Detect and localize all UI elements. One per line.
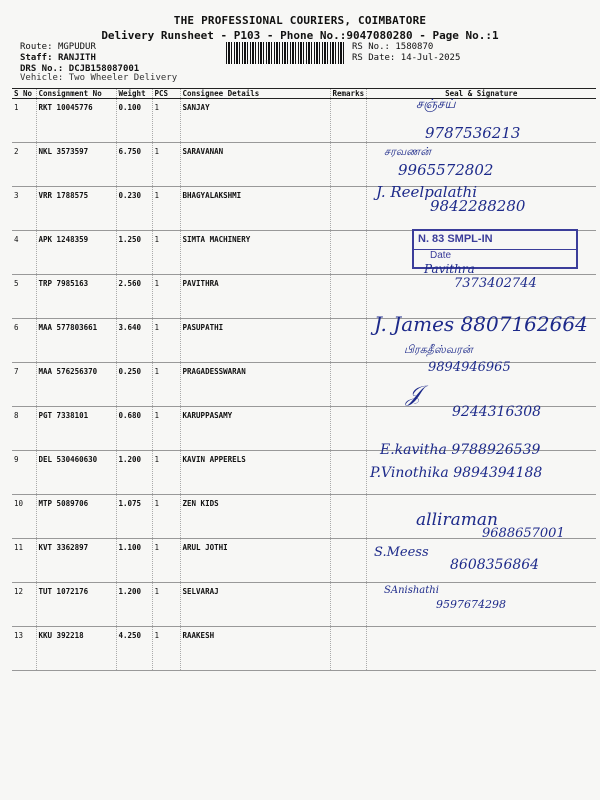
staff-value: RANJITH (57, 53, 96, 63)
signature-3-phone: 9842288280 (430, 197, 526, 215)
cell-remarks (330, 231, 366, 275)
rs-no-line: RS No.: 1580870 (352, 42, 434, 52)
signature-1-name: சஞ்சய் (416, 97, 456, 112)
cell-sno: 5 (12, 275, 36, 319)
cell-weight: 2.560 (116, 275, 152, 319)
cell-weight: 0.250 (116, 363, 152, 407)
cell-seal-signature (366, 627, 596, 671)
cell-sno: 12 (12, 583, 36, 627)
cell-sno: 6 (12, 319, 36, 363)
cell-weight: 0.100 (116, 99, 152, 143)
vehicle-line: Vehicle: Two Wheeler Delivery (20, 73, 178, 83)
cell-pcs: 1 (152, 99, 180, 143)
signature-13-name: SAnishathi (384, 585, 439, 596)
rs-no-value: 1580870 (395, 42, 434, 52)
cell-name: KAVIN APPERELS (180, 451, 330, 495)
signature-13-phone: 9597674298 (436, 598, 506, 611)
cell-sno: 1 (12, 99, 36, 143)
cell-name: BHAGYALAKSHMI (180, 187, 330, 231)
cell-remarks (330, 319, 366, 363)
cell-weight: 4.250 (116, 627, 152, 671)
cell-sno: 9 (12, 451, 36, 495)
cell-sno: 4 (12, 231, 36, 275)
cell-remarks (330, 143, 366, 187)
rs-date-line: RS Date: 14-Jul-2025 (352, 53, 461, 63)
cell-sno: 13 (12, 627, 36, 671)
company-title: THE PROFESSIONAL COURIERS, COIMBATORE (173, 14, 427, 27)
cell-name: SELVARAJ (180, 583, 330, 627)
cell-name: SARAVANAN (180, 143, 330, 187)
signature-7-name: பிரகதீஸ்வரன் (404, 343, 473, 356)
col-header: Consignment No (36, 89, 116, 99)
cell-remarks (330, 99, 366, 143)
cell-remarks (330, 583, 366, 627)
cell-pcs: 1 (152, 539, 180, 583)
col-header: S No (12, 89, 36, 99)
cell-name: PASUPATHI (180, 319, 330, 363)
col-header: Remarks (330, 89, 366, 99)
drs-value: DCJB158087001 (68, 64, 140, 74)
cell-name: PAVITHRA (180, 275, 330, 319)
cell-cno: VRR 1788575 (36, 187, 116, 231)
cell-sno: 3 (12, 187, 36, 231)
rs-date-value: 14-Jul-2025 (400, 53, 461, 63)
signature-12-name: S.Meess (374, 545, 429, 560)
cell-remarks (330, 363, 366, 407)
cell-remarks (330, 539, 366, 583)
signature-6: J. James 8807162664 (374, 312, 588, 336)
cell-weight: 0.680 (116, 407, 152, 451)
signature-10: P.Vinothika 9894394188 (370, 465, 543, 481)
cell-pcs: 1 (152, 627, 180, 671)
cell-weight: 1.200 (116, 451, 152, 495)
cell-name: PRAGADESSWARAN (180, 363, 330, 407)
cell-name: RAAKESH (180, 627, 330, 671)
col-header: PCS (152, 89, 180, 99)
cell-cno: MAA 577803661 (36, 319, 116, 363)
signature-2-phone: 9965572802 (398, 161, 494, 179)
signature-5-name: Pavithra (424, 262, 475, 276)
cell-remarks (330, 451, 366, 495)
cell-pcs: 1 (152, 495, 180, 539)
cell-name: KARUPPASAMY (180, 407, 330, 451)
cell-cno: KVT 3362897 (36, 539, 116, 583)
cell-pcs: 1 (152, 231, 180, 275)
cell-weight: 1.250 (116, 231, 152, 275)
table-row (12, 627, 596, 671)
cell-name: ARUL JOTHI (180, 539, 330, 583)
cell-cno: KKU 392218 (36, 627, 116, 671)
cell-remarks (330, 275, 366, 319)
cell-pcs: 1 (152, 363, 180, 407)
table-row (12, 143, 596, 187)
cell-remarks (330, 495, 366, 539)
signature-12-phone: 8608356864 (450, 557, 540, 573)
col-header: Weight (116, 89, 152, 99)
cell-weight: 1.100 (116, 539, 152, 583)
cell-weight: 6.750 (116, 143, 152, 187)
col-header: Seal & Signature (366, 89, 596, 99)
cell-cno: DEL 530460630 (36, 451, 116, 495)
runsheet-title: Delivery Runsheet - P103 - Phone No.:9047080280 - Page No.:1 (101, 29, 499, 42)
cell-sno: 8 (12, 407, 36, 451)
signature-11-name: alliraman (416, 510, 498, 530)
cell-pcs: 1 (152, 187, 180, 231)
cell-sno: 2 (12, 143, 36, 187)
table-header-row (12, 89, 596, 99)
cell-weight: 3.640 (116, 319, 152, 363)
stamp-date-label: Date (414, 249, 576, 261)
barcode (226, 42, 346, 64)
drs-line: DRS No.: DCJB158087001 (20, 64, 140, 74)
cell-remarks (330, 407, 366, 451)
signature-1-phone: 9787536213 (425, 124, 521, 142)
cell-name: SANJAY (180, 99, 330, 143)
stamp-text: N. 83 SMPL-IN (418, 233, 493, 245)
cell-name: SIMTA MACHINERY (180, 231, 330, 275)
cell-pcs: 1 (152, 143, 180, 187)
cell-cno: RKT 10045776 (36, 99, 116, 143)
staff-line: Staff: RANJITH (20, 53, 96, 63)
cell-sno: 7 (12, 363, 36, 407)
signature-8-phone: 9244316308 (452, 404, 542, 420)
runsheet-table (12, 88, 596, 671)
cell-cno: MAA 576256370 (36, 363, 116, 407)
cell-remarks (330, 187, 366, 231)
cell-cno: PGT 7338101 (36, 407, 116, 451)
cell-weight: 0.230 (116, 187, 152, 231)
cell-cno: APK 1248359 (36, 231, 116, 275)
cell-cno: TRP 7985163 (36, 275, 116, 319)
signature-7-phone: 9894946965 (428, 360, 511, 375)
col-header: Consignee Details (180, 89, 330, 99)
signature-9: E.kavitha 9788926539 (380, 442, 541, 458)
signature-8-mark: 𝒥 (406, 382, 422, 407)
route-value: MGPUDUR (57, 42, 96, 52)
signature-11-phone: 9688657001 (482, 526, 565, 541)
cell-sno: 11 (12, 539, 36, 583)
signature-5-phone: 7373402744 (454, 276, 537, 291)
signature-3-name: J. Reelpalathi (376, 183, 478, 201)
cell-pcs: 1 (152, 275, 180, 319)
cell-name: ZEN KIDS (180, 495, 330, 539)
cell-pcs: 1 (152, 407, 180, 451)
cell-sno: 10 (12, 495, 36, 539)
cell-remarks (330, 627, 366, 671)
table-row (12, 583, 596, 627)
signature-2-name: சரவணன் (384, 145, 431, 158)
cell-cno: MTP 5089706 (36, 495, 116, 539)
cell-pcs: 1 (152, 319, 180, 363)
cell-weight: 1.075 (116, 495, 152, 539)
cell-pcs: 1 (152, 583, 180, 627)
route-line: Route: MGPUDUR (20, 42, 96, 52)
cell-pcs: 1 (152, 451, 180, 495)
cell-cno: NKL 3573597 (36, 143, 116, 187)
cell-cno: TUT 1072176 (36, 583, 116, 627)
cell-weight: 1.200 (116, 583, 152, 627)
